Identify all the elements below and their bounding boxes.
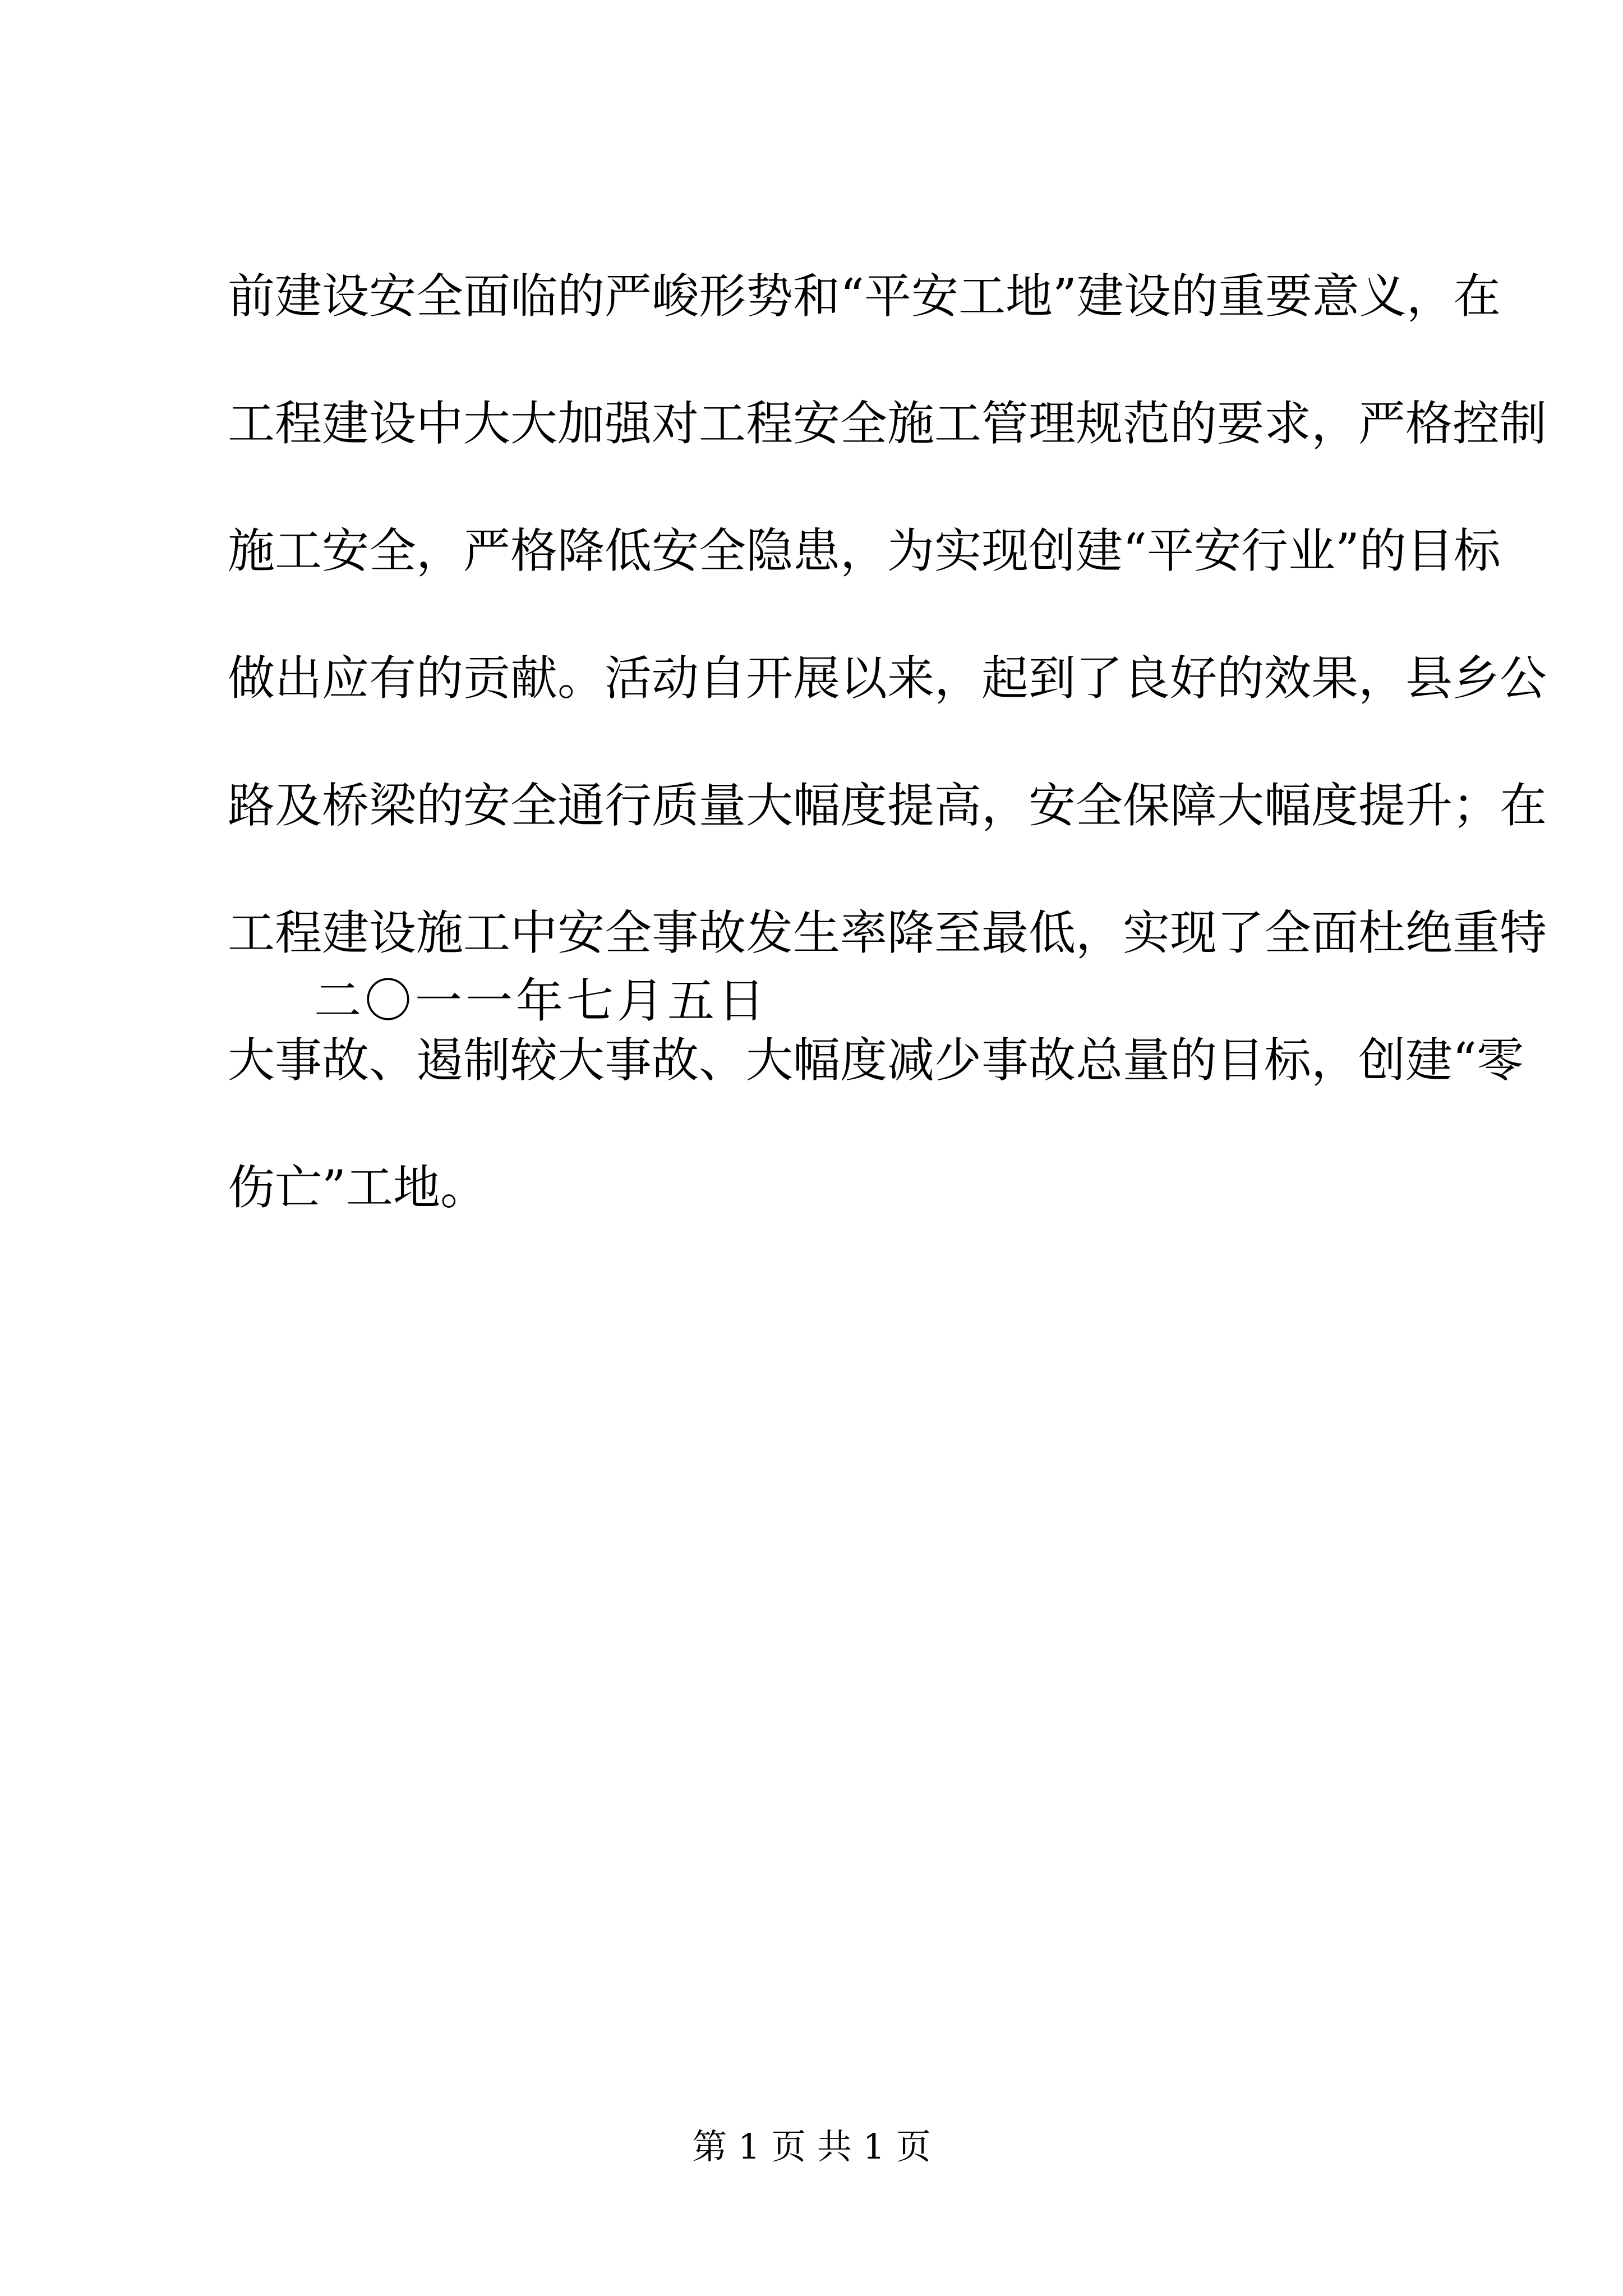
paragraph-line: 大事故、遏制较大事故、大幅度减少事故总量的目标，创建“零 (228, 1033, 1524, 1088)
document-date: 二〇一一年七月五日 (314, 973, 769, 1028)
paragraph-line: 做出应有的贡献。活动自开展以来，起到了良好的效果，县乡公 (228, 651, 1547, 706)
paragraph-line: 工程建设中大大加强对工程安全施工管理规范的要求，严格控制 (228, 396, 1547, 451)
paragraph-line: 路及桥梁的安全通行质量大幅度提高，安全保障大幅度提升；在 (228, 778, 1547, 833)
paragraph-line: 前建设安全面临的严峻形势和“平安工地”建设的重要意义，在 (228, 269, 1501, 324)
paragraph-line: 施工安全，严格降低安全隐患，为实现创建“平安行业”的目标 (228, 523, 1501, 578)
page-footer: 第 1 页 共 1 页 (692, 2126, 931, 2167)
paragraph-line: 工程建设施工中安全事故发生率降至最低，实现了全面杜绝重特 (228, 905, 1547, 960)
body-paragraph (228, 269, 1547, 1291)
paragraph-line: 伤亡”工地。 (228, 1160, 487, 1215)
